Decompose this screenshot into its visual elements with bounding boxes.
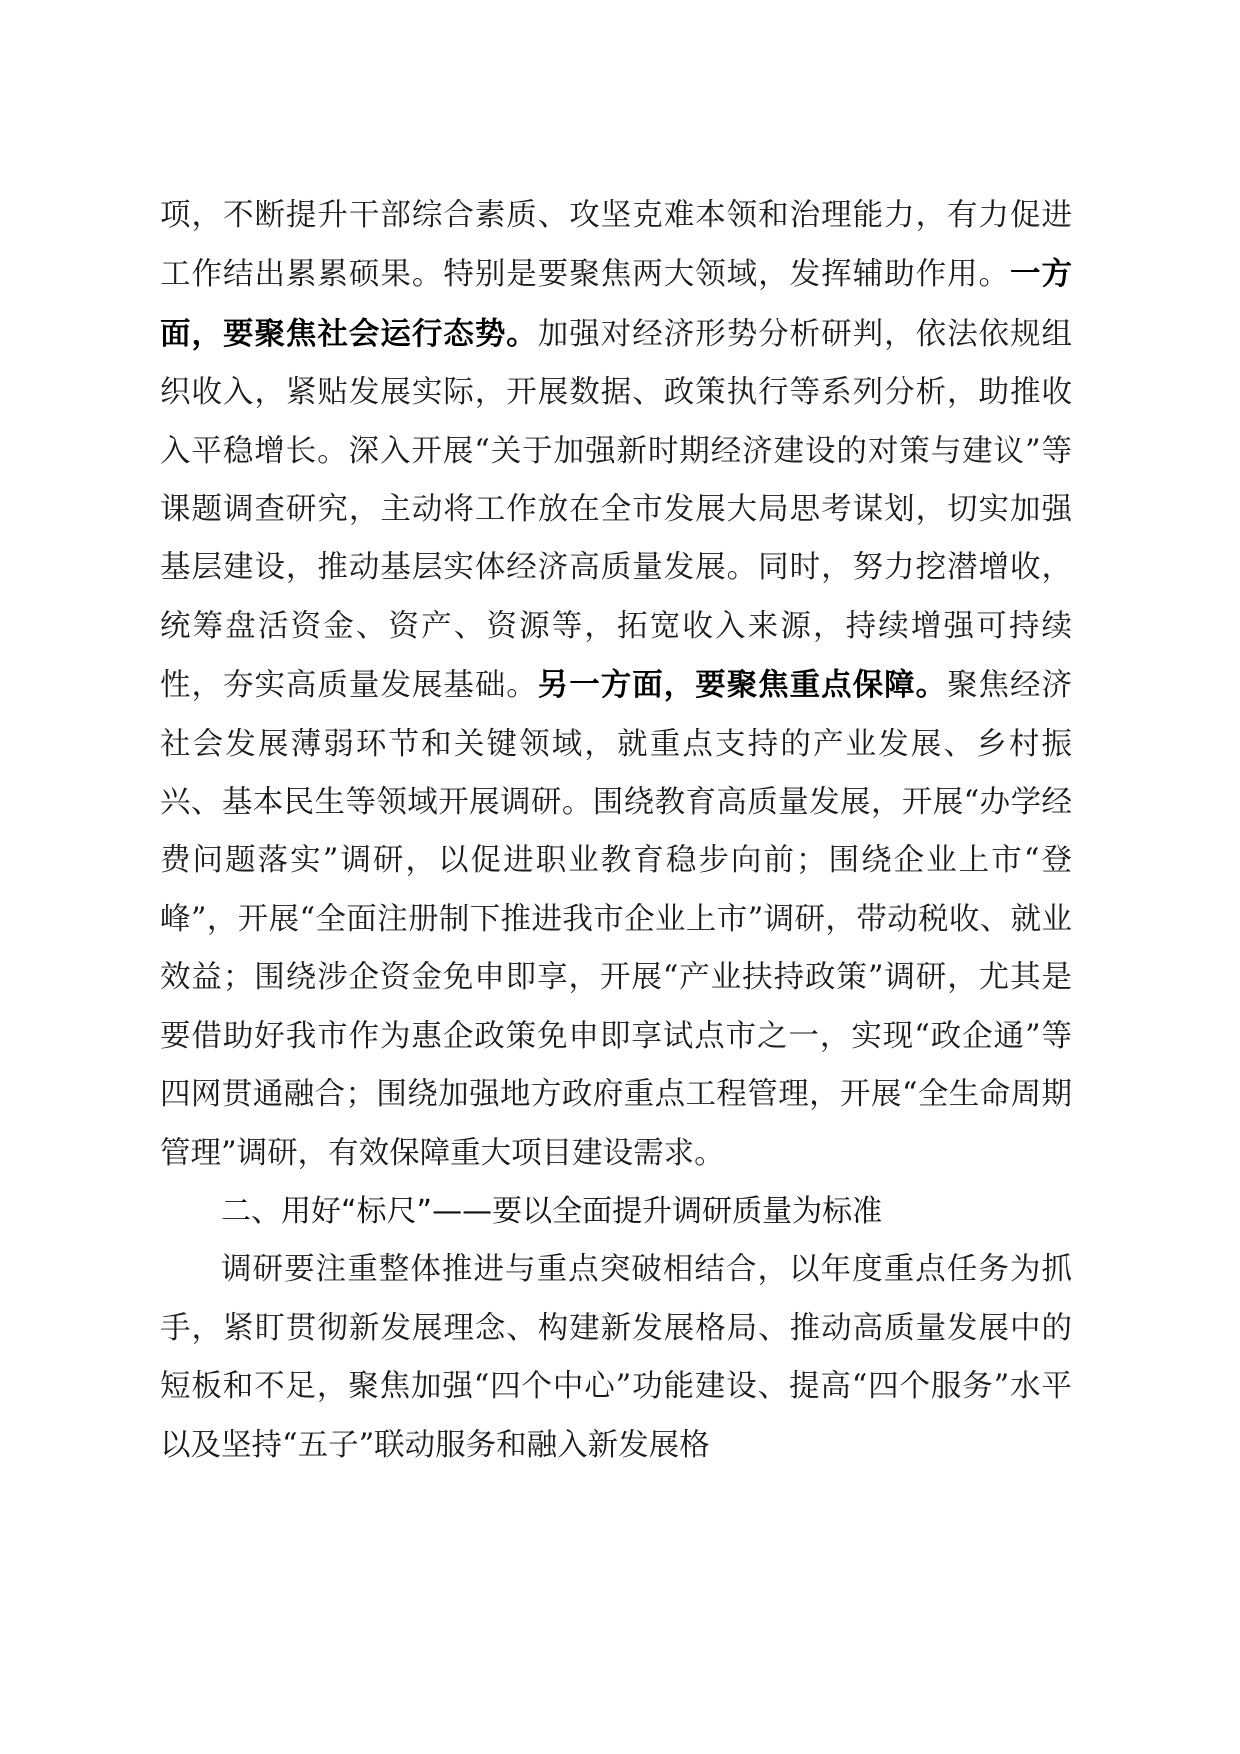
paragraph-text: 加强对经济形势分析研判，依法依规组织收入，紧贴发展实际，开展数据、政策执行等系列分析，助推收入平稳增长。深入开展“关于加强新时期经济建设的对策与建议”等课题调查研究，主动将工作放在全市发展大局思考谋划，切实加强基层建设，推动基层实体经济高质量发展。同时，努力挖潜增收，统筹盘活资金、资产、资源等，拓宽收入来源，持续增强可持续性，夯实高质量发展基础。 xyxy=(160,316,1073,704)
paragraph-text: 聚焦经济社会发展薄弱环节和关键领域，就重点支持的产业发展、乡村振兴、基本民生等领域开展调研。围绕教育高质量发展，开展“办学经费问题落实”调研，以促进职业教育稳步向前；围绕企业上市“登峰”，开展“全面注册制下推进我市企业上市”调研，带动税收、就业效益；围绕涉企资金免申即享，开展“产业扶持政策”调研，尤其是要借助好我市作为惠企政策免申即享试点市之一，实现“政企通”等四网贯通融合；围绕加强地方政府重点工程管理，开展“全生命周期管理”调研，有效保障重大项目建设需求。 xyxy=(160,668,1073,1171)
body-paragraph: 调研要注重整体推进与重点突破相结合，以年度重点任务为抓手，紧盯贯彻新发展理念、构建新发展格局、推动高质量发展中的短板和不足，聚焦加强“四个中心”功能建设、提高“四个服务”水平以及坚持“五子”联动服务和融入新发展格 xyxy=(160,1252,1072,1463)
body-paragraph xyxy=(160,187,1072,1183)
bold-lead-sentence: 一方面，要聚焦社会运行态势。 xyxy=(160,256,1073,352)
document-page xyxy=(160,187,1072,1475)
section-heading: 二、用好“标尺”——要以全面提升调研质量为标准 xyxy=(221,1193,883,1229)
bold-lead-sentence: 另一方面，要聚焦重点保障。 xyxy=(537,667,948,704)
paragraph-text: 项，不断提升干部综合素质、攻坚克难本领和治理能力，有力促进工作结出累累硕果。特别是要聚焦两大领域，发挥辅助作用。 xyxy=(160,198,1072,293)
